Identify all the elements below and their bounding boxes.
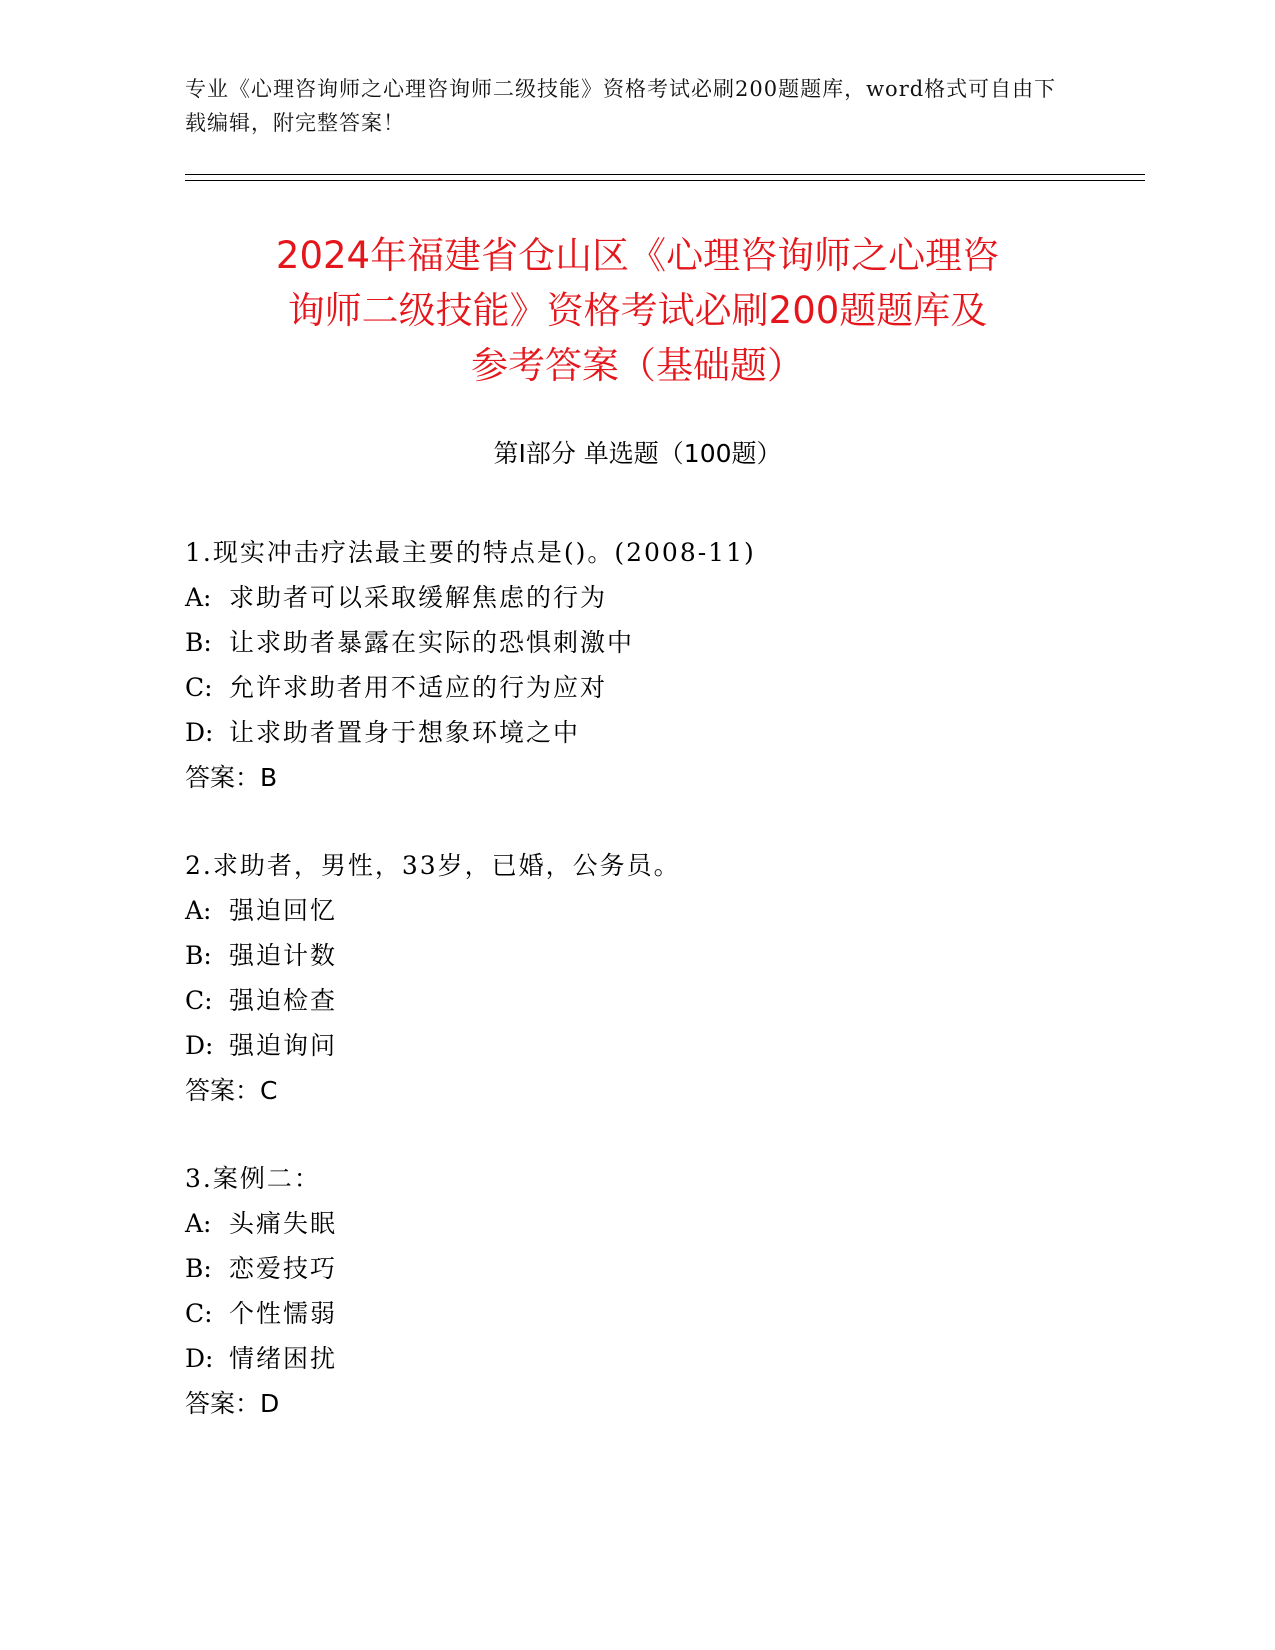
option-key: A: <box>185 896 212 925</box>
option-c <box>185 665 1085 710</box>
option-text: 情绪困扰 <box>229 1344 338 1373</box>
option-text: 求助者可以采取缓解焦虑的行为 <box>229 583 608 612</box>
option-a <box>185 1201 1085 1246</box>
option-text: 强迫询问 <box>229 1031 338 1060</box>
section-title: 第I部分 单选题（100题） <box>493 439 782 468</box>
title-line-1: 2024年福建省仓山区《心理咨询师之心理咨 <box>275 234 1000 277</box>
question-2 <box>185 843 1085 1113</box>
option-b <box>185 933 1085 978</box>
option-b <box>185 1246 1085 1291</box>
question-stem: 1.现实冲击疗法最主要的特点是()。(2008-11) <box>185 538 756 567</box>
option-text: 让求助者暴露在实际的恐惧刺激中 <box>229 628 635 657</box>
question-stem: 3.案例二： <box>185 1164 321 1193</box>
option-text: 个性懦弱 <box>229 1299 338 1328</box>
option-key: C: <box>185 1299 213 1328</box>
option-d <box>185 1336 1085 1381</box>
option-c <box>185 1291 1085 1336</box>
option-c <box>185 978 1085 1023</box>
option-key: B: <box>185 628 212 657</box>
option-b <box>185 620 1085 665</box>
header-divider-top <box>185 174 1145 175</box>
option-key: C: <box>185 673 213 702</box>
option-d <box>185 1023 1085 1068</box>
option-key: B: <box>185 1254 212 1283</box>
option-key: A: <box>185 1209 212 1238</box>
answer-line: 答案：D <box>185 1389 280 1418</box>
title-line-3: 参考答案（基础题） <box>471 344 804 387</box>
option-key: D: <box>185 1344 214 1373</box>
option-key: D: <box>185 1031 214 1060</box>
option-key: B: <box>185 941 212 970</box>
option-text: 强迫计数 <box>229 941 338 970</box>
answer-line: 答案：C <box>185 1076 278 1105</box>
option-text: 允许求助者用不适应的行为应对 <box>229 673 608 702</box>
question-1 <box>185 530 1085 800</box>
option-key: C: <box>185 986 213 1015</box>
header-note: 专业《心理咨询师之心理咨询师二级技能》资格考试必刷200题题库，word格式可自由下载编辑，附完整答案！ <box>185 77 1057 135</box>
question-3 <box>185 1156 1085 1426</box>
option-text: 恋爱技巧 <box>229 1254 338 1283</box>
option-a <box>185 888 1085 933</box>
option-text: 头痛失眠 <box>229 1209 338 1238</box>
option-key: D: <box>185 718 214 747</box>
title-line-2: 询师二级技能》资格考试必刷200题题库及 <box>287 289 988 332</box>
option-text: 强迫检查 <box>229 986 338 1015</box>
option-text: 让求助者置身于想象环境之中 <box>229 718 581 747</box>
header-divider-bottom <box>185 180 1145 181</box>
document-title <box>150 228 1125 393</box>
question-list <box>185 530 1085 1469</box>
question-stem: 2.求助者，男性，33岁，已婚，公务员。 <box>185 851 681 880</box>
option-d <box>185 710 1085 755</box>
option-a <box>185 575 1085 620</box>
option-text: 强迫回忆 <box>229 896 338 925</box>
option-key: A: <box>185 583 212 612</box>
answer-line: 答案：B <box>185 763 278 792</box>
